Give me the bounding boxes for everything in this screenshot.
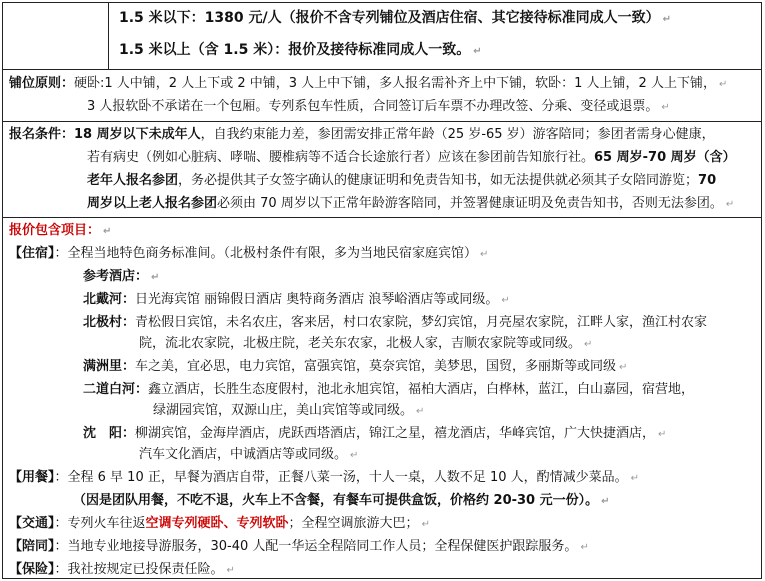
meal-note: （因是团队用餐，不吃不退，火车上不含餐，有餐车可提供盒饭，价格约 20-30 元一份）。 ↵: [73, 493, 610, 508]
berth-row: [3, 69, 761, 122]
signup-line-4: 周岁以上老人报名参团必须由 70 周岁以下正常年龄游客陪同，并签署健康证明及免责告知书，否则无法参团。 ↵: [87, 196, 735, 211]
hotels-beiji-1: 北极村：青松假日宾馆，未名农庄，客来居，村口农家院，梦幻宾馆，月亮屋农家院，江畔人家，渔江村农家: [83, 315, 708, 330]
hotels-erdao-2: 绿湖园宾馆，双源山庄，美山宾馆等或同级。 ↵: [153, 403, 425, 418]
signup-line-3: 老年人报名参团，务必提供其子女签字确认的健康证明和免责告知书，如无法提供就必须其子女陪同游览；70: [87, 173, 717, 188]
berth-line-2: 3 人报软卧不承诺在一个包厢。专列系包车性质，合同签订后车票不办理改签、分乘、变径或退票。 ↵: [87, 99, 670, 114]
reference-hotels-heading: 参考酒店： ↵: [83, 269, 160, 284]
transport-line: 【交通】：专列火车往返空调专列硬卧、专列软卧；全程空调旅游大巴； ↵: [9, 516, 430, 531]
hotels-erdao-1: 二道白河：鑫立酒店，长胜生态度假村，池北永旭宾馆，福柏大酒店，白桦林，蓝江，白山嘉园，宿营地，: [83, 382, 695, 397]
includes-row: [3, 217, 761, 578]
berth-line-1: 铺位原则：硬卧:1 人中铺，2 人上下或 2 中铺，3 人上中下铺，多人报名需补齐上中下铺，软卧：1 人上铺，2 人上下铺， ↵: [9, 76, 728, 91]
hotels-shenyang-2: 汽车文化酒店，中诚酒店等或同级。 ↵: [139, 447, 359, 462]
escort-line: 【陪同】：当地专业地接导游服务，30-40 人配一华运全程陪同工作人员；全程保健医护跟踪服务。 ↵: [9, 539, 589, 554]
insurance-line: 【保险】：我社按规定已投保责任险。 ↵: [9, 562, 235, 577]
itinerary-table: [2, 2, 762, 579]
lodging-line: 【住宿】：全程当地特色商务标准间。（北极村条件有限，多为当地民宿家庭宾馆） ↵: [9, 246, 489, 261]
meal-line: 【用餐】：全程 6 早 10 正，早餐为酒店自带，正餐八菜一汤，十人一桌，人数不足 10 人，酌情减少菜品。 ↵: [9, 470, 640, 485]
column-divider: [108, 3, 109, 69]
price-row: [3, 3, 761, 69]
signup-row: [3, 121, 761, 218]
price-line-2: 1.5 米以上（含 1.5 米）：报价及接待标准同成人一致。 ↵: [119, 42, 482, 58]
signup-line-2: 若有病史（例如心脏病、哮喘、腰椎病等不适合长途旅行者）应该在参团前告知旅行社。65 周岁-70 周岁（含）: [87, 150, 736, 165]
hotels-shenyang-1: 沈 阳：柳湖宾馆，金海岸酒店，虎跃西塔酒店，锦江之星，禧龙酒店，华峰宾馆，广大快捷酒店， ↵: [83, 426, 667, 441]
hotels-beidaihe: 北戴河：日光海宾馆 丽锦假日酒店 奥特商务酒店 浪琴峪酒店等或同级。 ↵: [83, 292, 510, 307]
hotels-beiji-2: 院，流北农家院，北极庄院，老关东农家，北极人家，吉顺农家院等或同级。 ↵: [139, 336, 593, 351]
includes-title: 报价包含项目： ↵: [9, 223, 112, 238]
signup-line-1: 报名条件：18 周岁以下未成年人，自我约束能力差，参团需安排正常年龄（25 岁-65 岁）游客陪同；参团者需身心健康，: [9, 127, 715, 142]
hotels-manzhouli: 满洲里：车之美，宜必思，电力宾馆，富强宾馆，莫奈宾馆，美梦思，国贸，多丽斯等或同级 ↵: [83, 359, 628, 374]
price-line-1: 1.5 米以下：1380 元/人（报价不含专列铺位及酒店住宿、其它接待标准同成人一致） ↵: [119, 10, 672, 26]
